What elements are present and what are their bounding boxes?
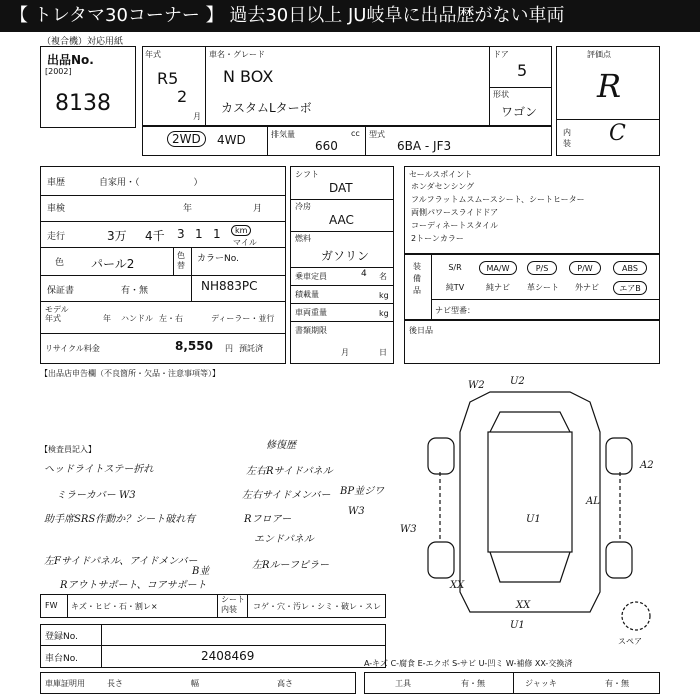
interior-label: 内装: [563, 128, 571, 148]
wheel-rl: [428, 542, 454, 578]
month: 2: [177, 87, 188, 106]
model-label: 型式: [369, 130, 385, 139]
ac-label: 冷房: [295, 202, 311, 211]
load-unit: kg: [379, 291, 389, 300]
history-label: 車歴: [47, 178, 66, 188]
doors: 5: [517, 61, 528, 80]
warranty-label: 保証書: [47, 286, 75, 296]
handle: 左・右: [159, 314, 183, 323]
cert-height: 高さ: [277, 679, 293, 688]
year-label: 年式: [145, 50, 161, 59]
recycle-unit: 円: [225, 344, 233, 353]
mileage-sen: 4千: [145, 229, 165, 243]
reg-label: 登録No.: [45, 632, 78, 642]
fw-seat-row: [40, 594, 386, 618]
history-options: 自家用・（ ）: [99, 178, 203, 188]
diag-label-u1a: U1: [526, 514, 541, 525]
vehicle-header-block: [142, 46, 552, 126]
diag-label-xx2: XX: [516, 600, 531, 611]
ac: AAC: [329, 213, 354, 227]
hand-mid-2: W3: [348, 506, 365, 517]
color-change-label: 色替: [177, 251, 185, 270]
sales-point-1: ホンダセンシング: [411, 182, 475, 191]
doors-label: ドア: [493, 50, 509, 59]
cert-width: 幅: [191, 679, 199, 688]
docs-unit: 月: [341, 348, 349, 357]
diag-label-xx1: XX: [450, 580, 465, 591]
hand-right-1: 左右Rサイドパネル: [246, 466, 333, 477]
back-window-label: 後日品: [409, 326, 433, 335]
dealer-label: ディーラー・並行: [211, 314, 275, 323]
hand-right-5: 左Rルーフピラー: [252, 560, 330, 571]
equipment-block: [404, 254, 660, 320]
jack-label: ジャッキ: [525, 679, 557, 688]
docs-day: 日: [379, 348, 387, 357]
inspection-year: 年: [183, 204, 193, 214]
navi-label: ナビ型番：: [435, 306, 475, 315]
tools-value: 有・無: [461, 679, 485, 688]
score-block: [556, 46, 660, 156]
recycle-note: 預託済: [239, 344, 263, 353]
jack-value: 有・無: [605, 679, 629, 688]
warranty: 有・無: [121, 286, 149, 296]
hand-left-2: ミラーカバー W3: [56, 490, 136, 501]
shape: ワゴン: [501, 105, 538, 119]
mileage-d3: 1: [213, 227, 221, 241]
history-block: [40, 166, 286, 364]
diag-label-w3: W3: [400, 524, 417, 535]
small-code: [2002]: [45, 67, 72, 76]
shift-label: シフト: [295, 170, 319, 179]
hand-mid-3: B並: [192, 566, 210, 577]
equip-abs: ABS: [613, 261, 647, 275]
weight-unit: kg: [379, 309, 389, 318]
equipment-label: 装備品: [413, 262, 421, 295]
inspection-month: 月: [253, 204, 263, 214]
spare-label: スペア: [618, 637, 642, 646]
equip-ps: P/S: [527, 261, 557, 275]
diag-label-u1b: U1: [510, 620, 525, 631]
lot-box: [40, 46, 136, 128]
hand-left-4: 左Fサイドパネル、アイドメンバー: [44, 556, 198, 567]
equip-pw: P/W: [569, 261, 601, 275]
hand-right-4: エンドパネル: [254, 534, 314, 545]
registration-block: [40, 624, 386, 668]
specs-block: [290, 166, 394, 364]
seller-notes-label: 【出品店申告欄（不良箇所・欠品・注意事項等）】: [40, 369, 220, 378]
wheel-fl: [428, 438, 454, 474]
equip-airbag: エアB: [613, 281, 647, 295]
drive-2wd: 2WD: [167, 131, 206, 147]
sales-point-2: フルフラットムスムースシート、シートヒーター: [411, 195, 585, 204]
car-windshield: [490, 412, 570, 432]
inspection-label: 車検: [47, 204, 66, 214]
recycle-label: リサイクル料金: [45, 344, 100, 353]
hand-left-5: Rアウトサポート、コアサポート: [60, 580, 207, 591]
fw-items: キズ・ヒビ・石・割レ×: [71, 602, 158, 611]
wheel-rr: [606, 542, 632, 578]
interior: C: [609, 121, 626, 146]
hand-top: 修復歴: [266, 440, 296, 451]
tools-row: [364, 672, 660, 694]
drive-4wd: 4WD: [217, 133, 246, 147]
score-label: 評価点: [587, 50, 611, 59]
fuel-label: 燃料: [295, 234, 311, 243]
header-note: （複合機）対応用紙: [42, 37, 124, 47]
back-window-block: [404, 320, 660, 364]
mileage-unit-mile: マイル: [233, 238, 257, 247]
docs-label: 書類期限: [295, 326, 327, 335]
fw-label: FW: [45, 601, 58, 610]
hand-right-2: 左右サイドメンバー: [242, 490, 331, 501]
mileage-unit-km: km: [231, 225, 251, 236]
equip-tv: 純TV: [445, 283, 465, 292]
load-label: 積載量: [295, 290, 319, 299]
tools-label: 工具: [395, 679, 411, 688]
cert-row: [40, 672, 356, 694]
damage-legend: A-キズ C-腐食 E-エクボ S-サビ U-凹ミ W-補修 XX-交換済: [364, 659, 573, 668]
lot-label: 出品No.: [47, 53, 94, 67]
displacement-label: 排気量: [271, 130, 295, 139]
displacement-unit: cc: [351, 129, 360, 138]
car-body-outline: [460, 392, 600, 612]
drive-row: [142, 126, 552, 156]
grade: カスタムLターボ: [221, 101, 312, 115]
diag-label-w2: W2: [468, 380, 485, 391]
lot-number: 8138: [55, 91, 111, 116]
car-name: N BOX: [223, 67, 274, 86]
hand-left-3: 助手席SRS作動か？シート破れ有: [44, 514, 196, 525]
color-no: NH883PC: [201, 279, 258, 293]
weight-label: 車両重量: [295, 308, 327, 317]
year-era: R5: [157, 69, 179, 88]
handle-label: ハンドル: [121, 314, 153, 323]
capacity: 4: [361, 269, 367, 279]
mileage-d2: 1: [195, 227, 203, 241]
name-label: 車名・グレード: [209, 50, 265, 59]
model-year-unit: 年: [103, 314, 111, 323]
equip-ext-navi: 外ナビ: [575, 283, 599, 292]
chassis-no: 2408469: [201, 649, 255, 663]
score: R: [597, 67, 622, 105]
banner: [0, 0, 700, 32]
hand-left-1: ヘッドライトステー折れ: [44, 464, 154, 475]
displacement: 660: [315, 139, 338, 153]
sales-point-3: 両側パワースライドドア: [411, 208, 499, 217]
cert-length: 長さ: [107, 679, 123, 688]
mileage-d1: 3: [177, 227, 185, 241]
mileage-label: 走行: [47, 232, 66, 242]
diag-label-a2: A2: [640, 460, 654, 471]
seat-label: シート内装: [221, 595, 245, 614]
mileage-man: 3万: [107, 229, 127, 243]
car-rear-window: [490, 552, 570, 582]
diag-label-al: AL: [586, 496, 600, 507]
hand-mid-1: BP並ジワ: [340, 486, 385, 497]
capacity-unit: 名: [379, 272, 387, 281]
model: 6BA - JF3: [397, 139, 452, 153]
car-roof: [488, 432, 572, 552]
diag-label-u2: U2: [510, 376, 525, 387]
color-no-label: カラーNo.: [197, 254, 239, 264]
sales-points-block: [404, 166, 660, 254]
equip-leather: 革シート: [527, 283, 559, 292]
sales-point-4: コーディネートスタイル: [411, 221, 499, 230]
shift: DAT: [329, 181, 353, 195]
spare-tire: [622, 602, 650, 630]
shape-label: 形状: [493, 90, 509, 99]
wheel-fr: [606, 438, 632, 474]
color-label: 色: [55, 258, 65, 268]
banner-text: 【 トレタマ30コーナー 】 過去30日以上 JU岐阜に出品歴がない車両: [10, 5, 565, 26]
capacity-label: 乗車定員: [295, 272, 327, 281]
cert-label: 車庫証明用: [45, 679, 85, 688]
color: パール2: [91, 257, 135, 271]
inspector-label: 【検査員記入】: [40, 445, 96, 454]
model-year-label: モデル年式: [45, 305, 69, 323]
sales-points-label: セールスポイント: [409, 170, 473, 179]
hand-right-3: Rフロアー: [244, 514, 292, 525]
equip-sr: S/R: [448, 263, 462, 272]
recycle-amount: 8,550: [175, 339, 213, 353]
chassis-label: 車台No.: [45, 654, 78, 664]
sales-point-5: 2トーンカラー: [411, 234, 464, 243]
fuel: ガソリン: [321, 249, 370, 263]
month-label: 月: [193, 112, 201, 121]
car-damage-diagram: [400, 372, 670, 632]
seat-items: コゲ・穴・汚レ・シミ・破レ・スレ: [253, 602, 381, 611]
equip-maw: MA/W: [479, 261, 517, 275]
equip-navi: 純ナビ: [486, 283, 510, 292]
